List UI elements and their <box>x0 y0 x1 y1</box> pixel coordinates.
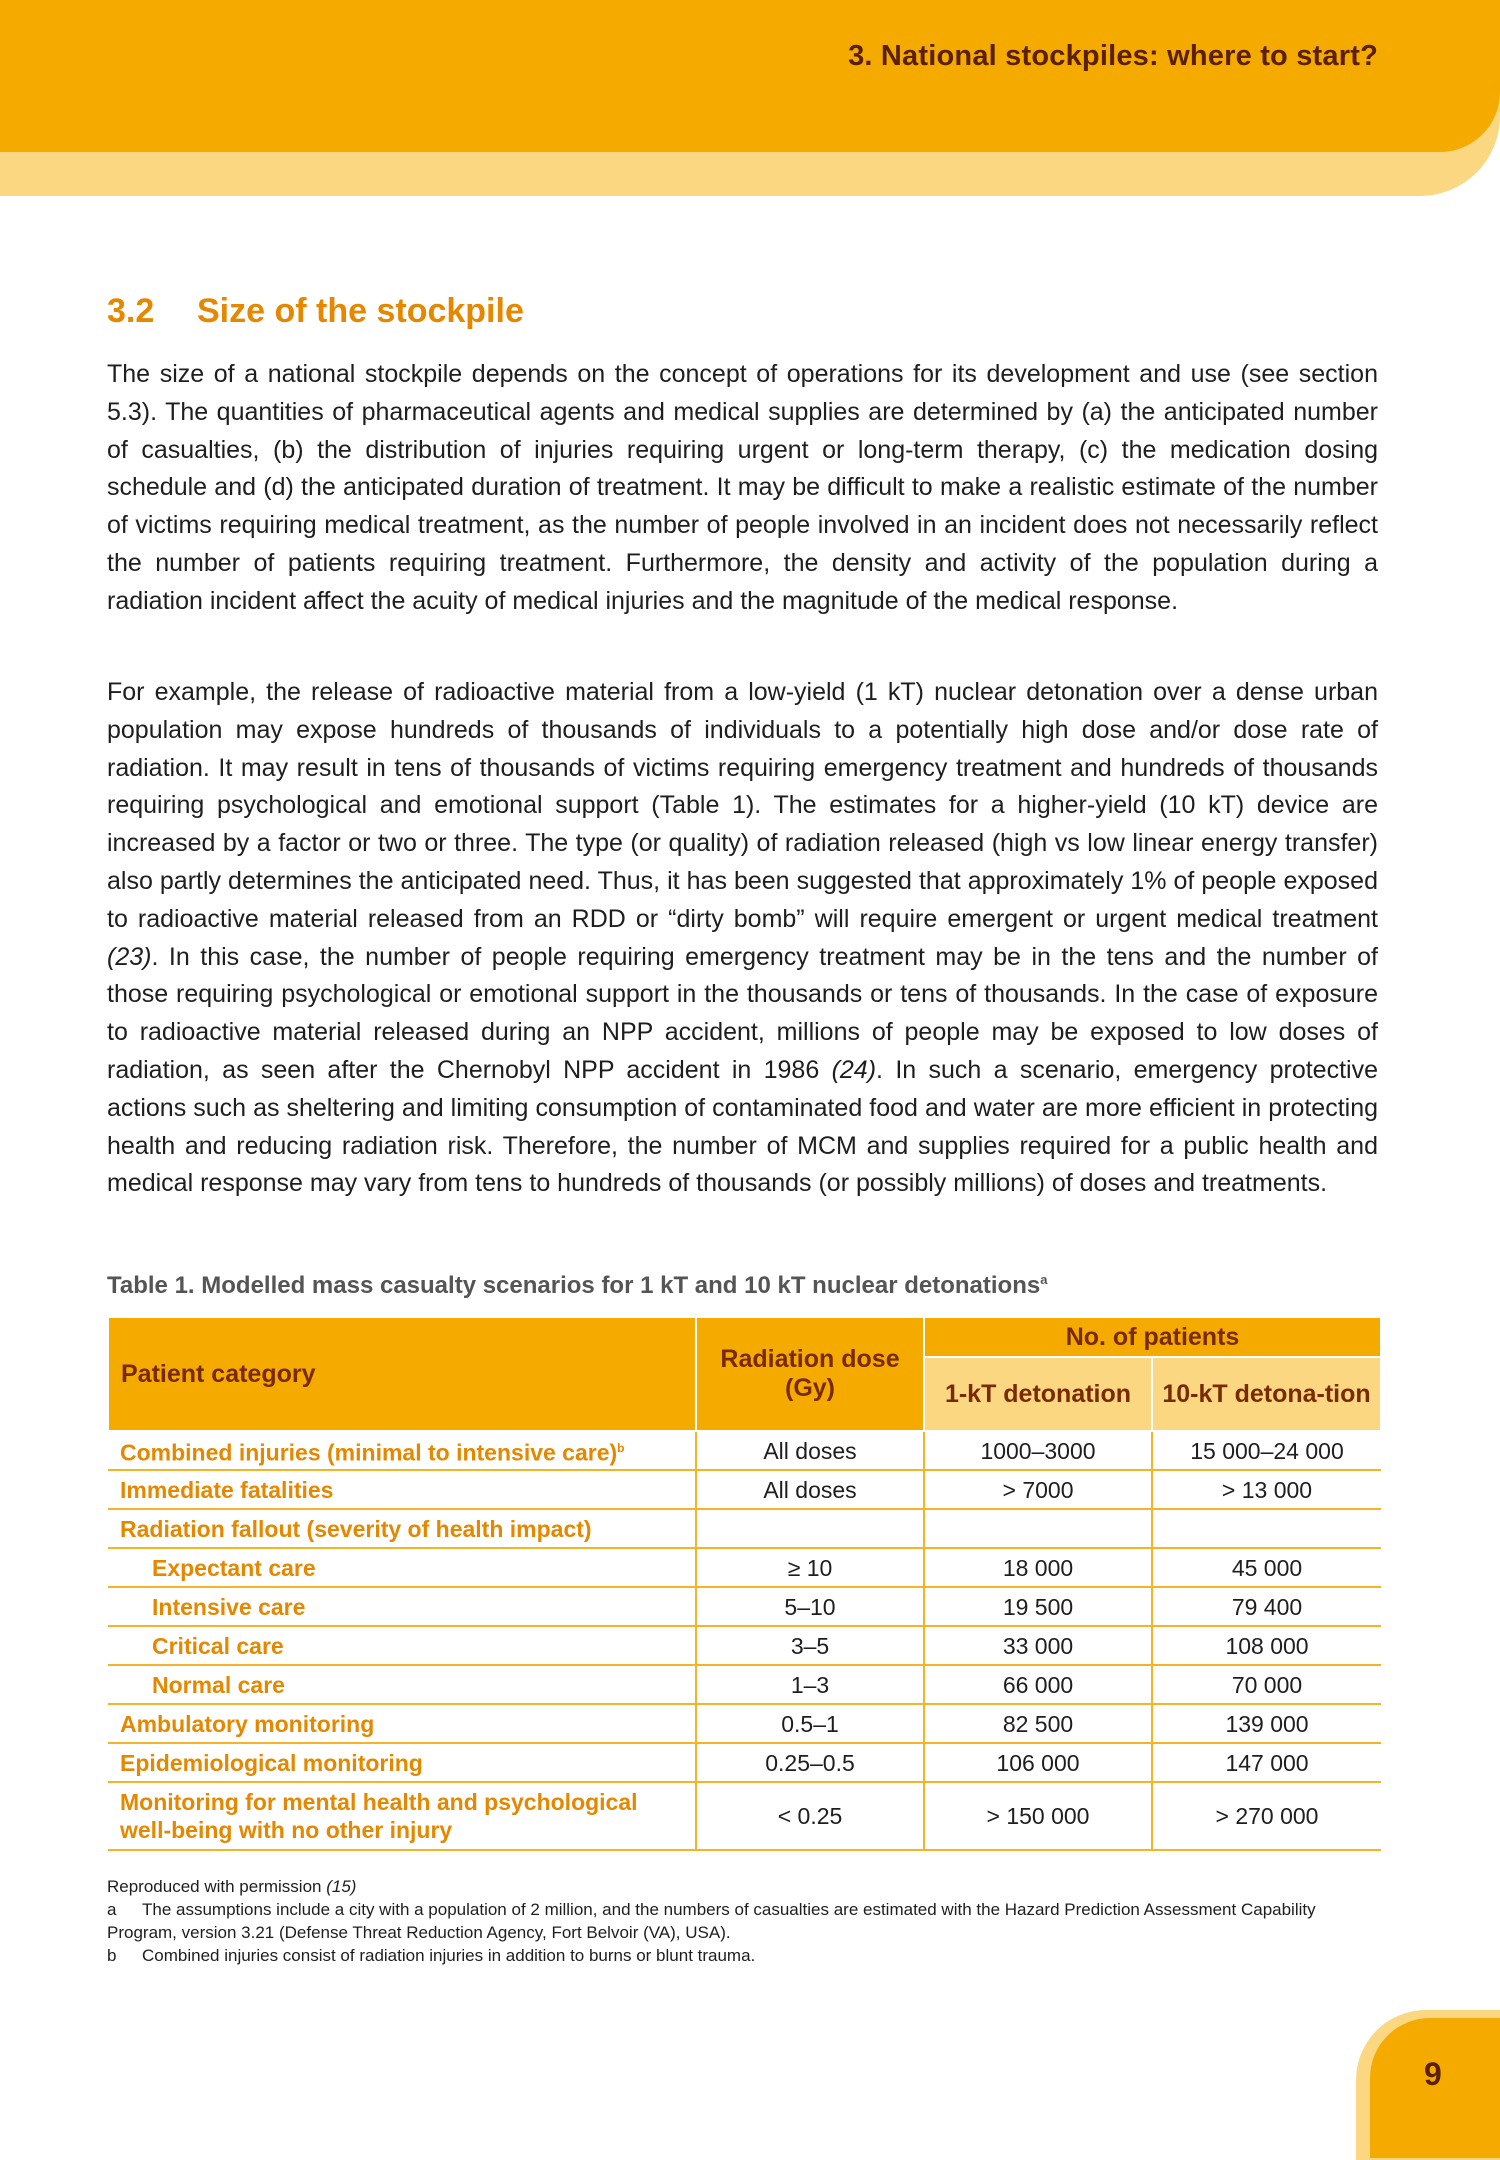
table-row <box>108 1509 1381 1548</box>
row-1kt: 106 000 <box>924 1743 1152 1782</box>
paragraph-2-part-c: . In such a scenario, emergency protective actions such as sheltering and limiting consumption of contaminated food and water are more efficient in protecting health and reducing radiation risk. Therefore, the number of MCM and supplies required for a public health and medical response may vary from tens to hundreds of thousands (or possibly millions) of doses and treatments. <box>107 1055 1378 1198</box>
row-category: Epidemiological monitoring <box>108 1743 696 1782</box>
footnote-a-mark: a <box>107 1900 117 1919</box>
footnote-a <box>107 1898 1387 1944</box>
row-10kt: 108 000 <box>1152 1626 1381 1665</box>
chapter-title: 3. National stockpiles: where to start? <box>848 40 1378 72</box>
header-band <box>0 0 1500 196</box>
table-row <box>108 1548 1381 1587</box>
header-1kt: 1-kT detonation <box>924 1357 1152 1431</box>
row-dose: 3–5 <box>696 1626 924 1665</box>
row-category: Critical care <box>108 1626 696 1665</box>
row-dose: ≥ 10 <box>696 1548 924 1587</box>
row-category: Monitoring for mental health and psychological well-being with no other injury <box>108 1782 696 1850</box>
row-category: Immediate fatalities <box>108 1470 696 1509</box>
table-caption-footnote-mark: a <box>1040 1272 1048 1287</box>
row-dose: 1–3 <box>696 1665 924 1704</box>
paragraph-2-part-a: For example, the release of radioactive material from a low-yield (1 kT) nuclear detonation over a dense urban population may expose hundreds of thousands of individuals to a potentially high dose and/or dose rate of radiation. It may result in tens of thousands of victims requiring emergency treatment and hundreds of thousands requiring psychological and emotional support (Table 1). The estimates for a higher-yield (10 kT) device are increased by a factor or two or three. The type (or quality) of radiation released (high vs low linear energy transfer) also partly determines the anticipated need. Thus, it has been suggested that approximately 1% of people exposed to radioactive material released from an RDD or “dirty bomb” will require emergent or urgent medical treatment <box>107 678 1378 933</box>
row-10kt: > 270 000 <box>1152 1782 1381 1850</box>
footnote-b-mark: b <box>107 1946 117 1965</box>
paragraph-1: The size of a national stockpile depends on the concept of operations for its development and use (see section 5.3). The quantities of pharmaceutical agents and medical supplies are determined by (a) the anticipated number of casualties, (b) the distribution of injuries requiring urgent or long-term therapy, (c) the medication dosing schedule and (d) the anticipated duration of treatment. It may be difficult to make a realistic estimate of the number of victims requiring medical treatment, as the number of people involved in an incident does not necessarily reflect the number of patients requiring treatment. Furthermore, the density and activity of the population during a radiation incident affect the acuity of medical injuries and the magnitude of the medical response. <box>107 360 1378 615</box>
paragraph-2 <box>107 674 1378 1203</box>
row-10kt <box>1152 1509 1381 1548</box>
row-1kt: 66 000 <box>924 1665 1152 1704</box>
footnote-b <box>107 1944 1387 1967</box>
table-row <box>108 1665 1381 1704</box>
section-number: 3.2 <box>107 292 155 330</box>
citation-23: (23) <box>107 942 152 971</box>
casualty-table <box>107 1316 1382 1851</box>
row-1kt: 18 000 <box>924 1548 1152 1587</box>
row-1kt: > 7000 <box>924 1470 1152 1509</box>
section-title: Size of the stockpile <box>197 292 524 330</box>
table-caption <box>107 1272 1047 1300</box>
row-category: Intensive care <box>108 1587 696 1626</box>
row-category-text: Combined injuries (minimal to intensive care) <box>120 1439 618 1466</box>
row-1kt: > 150 000 <box>924 1782 1152 1850</box>
section-heading <box>107 292 524 331</box>
row-category: Normal care <box>108 1665 696 1704</box>
row-10kt: 139 000 <box>1152 1704 1381 1743</box>
footnote-b-text: Combined injuries consist of radiation injuries in addition to burns or blunt trauma. <box>142 1946 756 1965</box>
page-number: 9 <box>1424 2056 1442 2092</box>
row-1kt: 33 000 <box>924 1626 1152 1665</box>
table-row <box>108 1587 1381 1626</box>
row-category <box>108 1431 696 1470</box>
footnote-source <box>107 1875 1387 1898</box>
header-no-of-patients: No. of patients <box>924 1317 1381 1357</box>
row-10kt: 70 000 <box>1152 1665 1381 1704</box>
row-10kt: > 13 000 <box>1152 1470 1381 1509</box>
row-1kt: 82 500 <box>924 1704 1152 1743</box>
row-10kt: 45 000 <box>1152 1548 1381 1587</box>
table-row <box>108 1626 1381 1665</box>
header-patient-category: Patient category <box>108 1317 696 1431</box>
row-dose: 0.25–0.5 <box>696 1743 924 1782</box>
citation-24: (24) <box>831 1055 877 1084</box>
row-footnote-mark: b <box>617 1441 625 1456</box>
row-dose <box>696 1509 924 1548</box>
header-10kt: 10-kT detona-tion <box>1152 1357 1381 1431</box>
row-dose: All doses <box>696 1431 924 1470</box>
row-dose: All doses <box>696 1470 924 1509</box>
row-10kt: 147 000 <box>1152 1743 1381 1782</box>
row-1kt <box>924 1509 1152 1548</box>
table-row <box>108 1431 1381 1470</box>
row-category: Expectant care <box>108 1548 696 1587</box>
table-row <box>108 1743 1381 1782</box>
table-row <box>108 1782 1381 1850</box>
row-dose: < 0.25 <box>696 1782 924 1850</box>
citation-15: (15) <box>326 1877 357 1896</box>
footnote-source-text: Reproduced with permission <box>107 1877 327 1896</box>
header-bar <box>0 0 1500 152</box>
row-dose: 0.5–1 <box>696 1704 924 1743</box>
row-10kt: 15 000–24 000 <box>1152 1431 1381 1470</box>
row-10kt: 79 400 <box>1152 1587 1381 1626</box>
header-radiation-dose: Radiation dose (Gy) <box>696 1317 924 1431</box>
table-row <box>108 1470 1381 1509</box>
paragraph-2-part-b: . In this case, the number of people requiring emergency treatment may be in the tens and the number of those requiring psychological or emotional support in the thousands or tens of thousands. In the case of exposure to radioactive material released during an NPP accident, millions of people may be exposed to low doses of radiation, as seen after the Chernobyl NPP accident in 1986 <box>107 942 1378 1084</box>
row-1kt: 19 500 <box>924 1587 1152 1626</box>
footnote-a-text: The assumptions include a city with a population of 2 million, and the numbers of casualties are estimated with the Hazard Prediction Assessment Capability Program, version 3.21 (Defense Threat Reduction Agency, Fort Belvoir (VA), USA). <box>107 1900 1316 1942</box>
table-row <box>108 1704 1381 1743</box>
row-category: Radiation fallout (severity of health impact) <box>108 1509 696 1548</box>
table-caption-text: Table 1. Modelled mass casualty scenarios for 1 kT and 10 kT nuclear detonations <box>107 1272 1041 1299</box>
row-dose: 5–10 <box>696 1587 924 1626</box>
row-category: Ambulatory monitoring <box>108 1704 696 1743</box>
row-1kt: 1000–3000 <box>924 1431 1152 1470</box>
